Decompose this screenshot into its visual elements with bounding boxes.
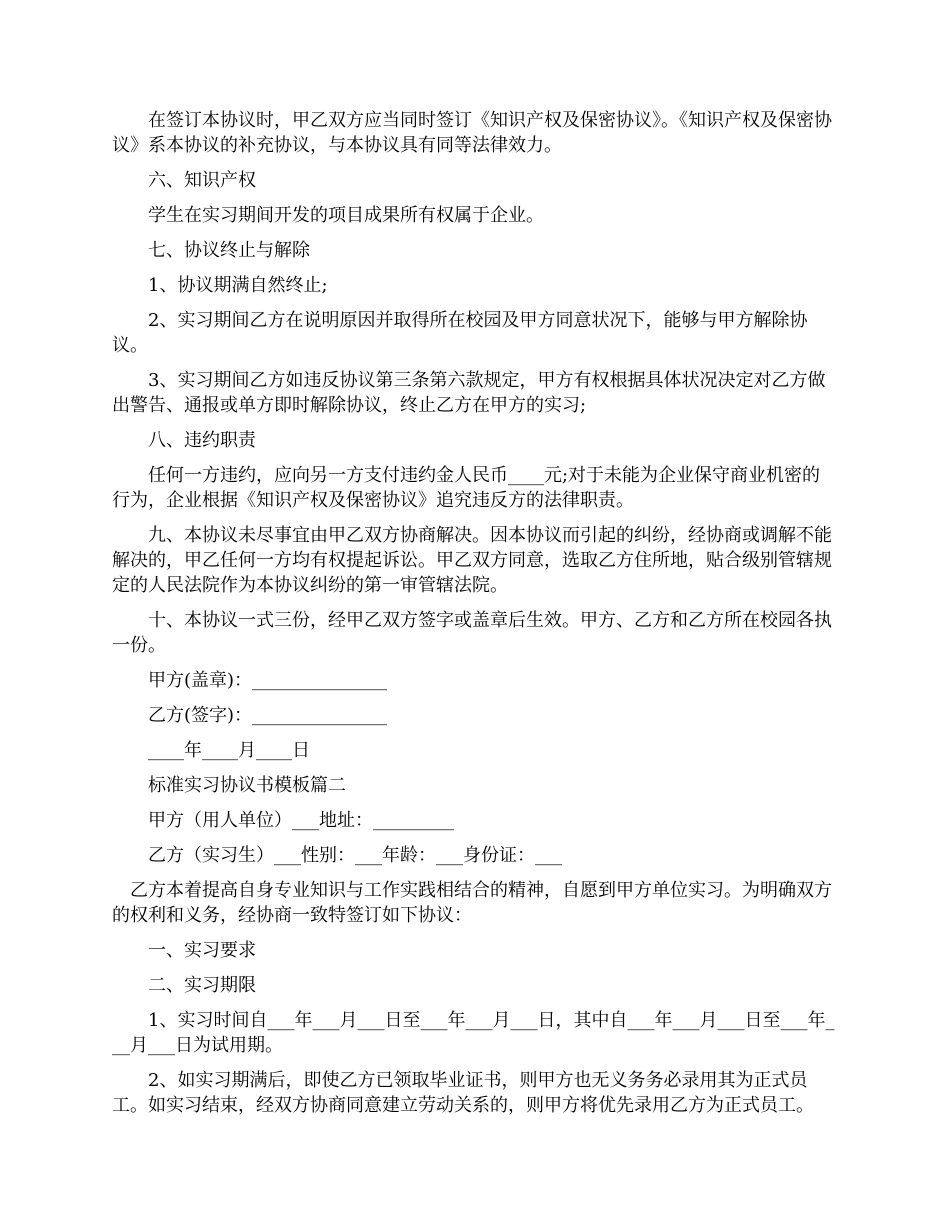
paragraph-termination-1: 1、协议期满自然终止; [148, 275, 328, 296]
paragraph-termination-2: 2、实习期间乙方在说明原因并取得所在校园及甲方同意状况下，能够与甲方解除协议。 [112, 310, 808, 356]
paragraph-section-10-copies: 十、本协议一式三份，经甲乙双方签字或盖章后生效。甲方、乙方和乙方所在校园各执一份。 [112, 610, 832, 656]
signature-party-a: 甲方(盖章)：_______________ [148, 670, 388, 691]
paragraph-ip-agreement-note: 在签订本协议时，甲乙双方应当同时签订《知识产权及保密协议》。《知识产权及保密协议》系本协议的补充协议，与本协议具有同等法律效力。 [112, 110, 832, 156]
heading-section-6: 六、知识产权 [148, 170, 256, 191]
paragraph-section-9-dispute: 九、本协议未尽事宜由甲乙双方协商解决。因本协议而引起的纠纷，经协商或调解不能解决的，甲乙任何一方均有权提起诉讼。甲乙双方同意，选取乙方住所地，贴合级别管辖规定的人民法院作为本协议纠纷的第一审管辖法院。 [112, 525, 832, 596]
heading-section-8: 八、违约职责 [148, 430, 256, 451]
party-a-info: 甲方（用人单位）___地址：_________ [148, 810, 454, 831]
paragraph-ip-ownership: 学生在实习期间开发的项目成果所有权属于企业。 [148, 205, 544, 226]
heading-internship-requirements: 一、实习要求 [148, 940, 256, 961]
heading-section-7: 七、协议终止与解除 [148, 240, 310, 261]
signature-date: ____年____月____日 [148, 740, 310, 761]
template-title-part-2: 标准实习协议书模板篇二 [148, 775, 346, 796]
heading-internship-period: 二、实习期限 [148, 975, 256, 996]
party-b-info: 乙方（实习生）___性别：___年龄：___身份证：___ [148, 845, 562, 866]
paragraph-period-1: 1、实习时间自___年___月___日至___年___月___日，其中自___年___月___日至___年___月___日为试用期。 [112, 1010, 835, 1056]
paragraph-period-2: 2、如实习期满后，即使乙方已领取毕业证书，则甲方也无义务务必录用其为正式员工。如实习结束，经双方协商同意建立劳动关系的，则甲方将优先录用乙方为正式员工。 [112, 1070, 814, 1116]
paragraph-breach-liability: 任何一方违约，应向另一方支付违约金人民币____元;对于未能为企业保守商业机密的行为，企业根据《知识产权及保密协议》追究违反方的法律职责。 [112, 465, 821, 511]
paragraph-intro: 乙方本着提高自身专业知识与工作实践相结合的精神，自愿到甲方单位实习。为明确双方的权利和义务，经协商一致特签订如下协议： [112, 880, 832, 926]
signature-party-b: 乙方(签字)：_______________ [148, 705, 388, 726]
document-body [112, 108, 836, 1128]
paragraph-termination-3: 3、实习期间乙方如违反协议第三条第六款规定，甲方有权根据具体状况决定对乙方做出警告、通报或单方即时解除协议，终止乙方在甲方的实习; [112, 370, 826, 416]
